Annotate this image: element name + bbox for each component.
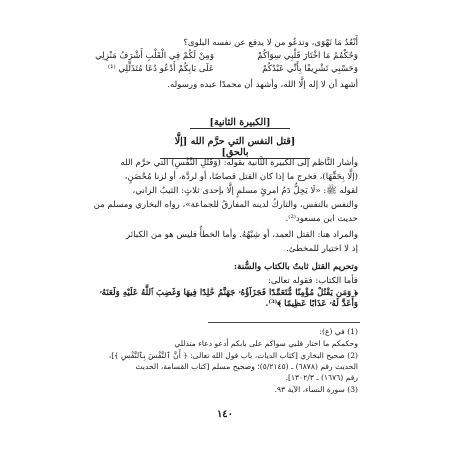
body-line-7: إذ لا اختيار للمخطئ. [286, 244, 358, 254]
footnote-2-line-1: (2) صحيح البخاري [كتاب الديات، باب قول الله تعالى: ﴿ أَنَّ ٱلنَّفْسَ بِٱلنَّفْسِ ﴾]، [108, 351, 358, 360]
footnote-separator [208, 322, 360, 323]
footnote-3: (3) سورة النساء، الآية ٩٣. [274, 385, 358, 394]
section-heading: [الكبيرة الثانية] [190, 117, 290, 129]
section-subheading: [قتل النفس التي حرَّم الله [إلَّا بالحق] [160, 136, 310, 159]
page-number: ١٤٠ [216, 409, 234, 420]
footnote-1: (1) في (ع): [319, 327, 358, 336]
book-intro: فأما الكتاب: فقوله تعالى: [267, 276, 358, 286]
footnote-2-line-2: الحديث رقم (٦٨٧٨) ـ (٥/٢١٤٥)؛ وصحيح مسلم [كتاب القسامة، الحديث [135, 362, 358, 371]
body-line-5: حديث ابن مسعود⁽²⁾. [285, 214, 358, 224]
poem-verse-1-left: وَمِنْ لَكُمْ فِي الْقَلْبِ أَشْرَفُ مَنْزِلِي [95, 51, 214, 61]
intro-line [92, 38, 358, 48]
proof-subheading: وتحريم القتل ثابتٌ بالكتاب والسُّنة: [233, 262, 358, 272]
body-line-1: وأشار النَّاظم إلى الكبيرة الثَّانية بقوله: (وَقَتْلِ النَّفْسِ) التي حرَّم الله [120, 158, 358, 168]
footnote-1-verse: وحكمكم ما اختار قلبي سواكم على بابكم أدعو دعاء متذللي [174, 339, 358, 348]
intro-text: وتدعُو من لا يدفع عن نفسه البلوى؟ [183, 38, 309, 48]
poem-verse-1-right: وَحُكْمُمُ مَا اخْتَارَ قَلْبِي سِوَاكُمْ [257, 51, 358, 61]
poem-verse-2-right: وَحَسْبِي تَشْرِيفًا بِأَنِّي عَبْدُكُمْ [262, 64, 358, 74]
body-line-4: والنفس بالنفس، والتاركُ لدينه المفارقُ للجماعة»، رواه البخاري ومسلم من [93, 200, 358, 210]
shahada-line: أشهد أن لا إله إلَّا الله، وأشهد أن محمدًا عبده ورسوله. [167, 80, 358, 90]
poem-verse-2-left: عَلَى بَابِكُمْ أَدْعُو دُعَا مُتَذَلِّلِي ⁽¹⁾ [107, 64, 214, 74]
quran-verse: ﴿ وَمَن يَقْتُلْ مُؤْمِنًا مُّتَعَمِّدًا فَجَزَآؤُهُۥ جَهَنَّمُ خَٰلِدًا فِيهَا وَغَضِبَ ٱللَّهُ عَلَيْهِ وَلَعَنَهُۥ وَأَعَدَّ لَهُۥ عَذَابًا عَظِيمًا ﴾⁽³⁾. [99, 288, 358, 309]
body-line-2: (إلَّا بِحَقِّهَا)، فخرج ما إذا كان القتل قصاصًا، أو لردَّة، أو لزنا مُحْصَنٍ، [124, 172, 358, 182]
footnote-2-line-3: رقم (١٦٧٦) ـ ١٣٠٢/٣]. [285, 373, 358, 382]
body-line-3: لقوله ﷺ: «لَا يَحِلُّ دَمُ امرئٍ مسلمٍ إلَّا بإحدى ثلاثٍ: الثيبُ الزاني، [132, 186, 358, 196]
body-line-6: والمراد هنا: القتل العمد، أو شِبْهُهُ. وأما الخطأُ فليس هو من الكبائر [126, 230, 358, 240]
intro-poem-fragment: أَنْعُدُ مَا نَهْوَى، [311, 38, 358, 48]
